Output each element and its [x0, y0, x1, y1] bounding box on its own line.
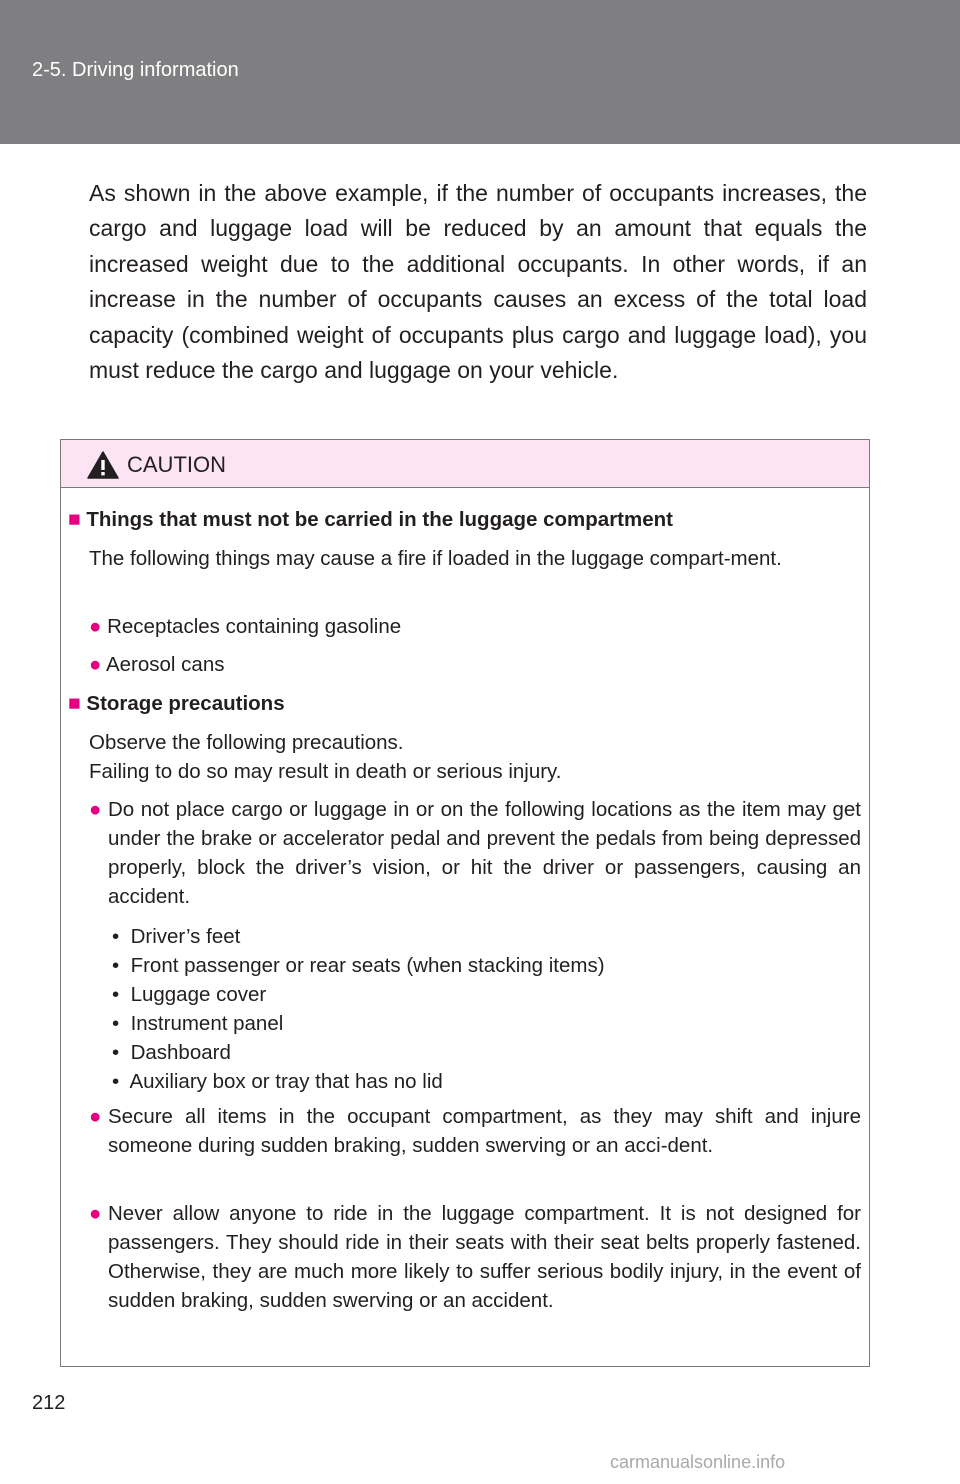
watermark: carmanualsonline.info	[610, 1452, 786, 1472]
list-item: Secure all items in the occupant compartment, as they may shift and injure someone during sudden braking, sudden swerving or an acci-dent.	[108, 1105, 861, 1157]
section-text: The following things may cause a fire if loaded in the luggage compart-ment.	[89, 547, 782, 570]
circle-bullet-icon: ●	[89, 653, 102, 676]
list-item: Do not place cargo or luggage in or on the following locations as the item may get under the brake or accelerator pedal and prevent the pedals from being depressed properly, block the driver’s vision, or hit the driver or passengers, causing an accident.	[108, 798, 861, 908]
section-title: 2-5. Driving information	[32, 59, 239, 81]
circle-bullet-icon: ●	[89, 615, 102, 638]
caution-header	[61, 440, 869, 488]
circle-bullet-icon: ●	[89, 1202, 102, 1225]
sub-list	[112, 922, 605, 1096]
sub-list-item: • Dashboard	[112, 1041, 231, 1064]
list-item: Never allow anyone to ride in the luggage compartment. It is not designed for passengers. They should ride in their seats with their seat belts properly fastened. Otherwise, they are much more likely to suffer serious bodily injury, in the event of sudden braking, sudden swerving or an accident.	[108, 1202, 861, 1312]
square-bullet-icon: ■	[68, 508, 81, 531]
sub-list-item: • Front passenger or rear seats (when stacking items)	[112, 954, 605, 977]
sub-list-item: • Instrument panel	[112, 1012, 284, 1035]
intro-paragraph: As shown in the above example, if the number of occupants increases, the cargo and luggage load will be reduced by an amount that equals the increased weight due to the additional occupants. In other words, if an increase in the number of occupants causes an excess of the total load capacity (combined weight of occupants plus cargo and luggage load), you must reduce the cargo and luggage on your vehicle.	[89, 180, 867, 384]
sub-list-item: • Auxiliary box or tray that has no lid	[112, 1070, 443, 1093]
section-text: Observe the following precautions.	[89, 731, 404, 754]
list-item: ● Aerosol cans	[89, 653, 225, 676]
square-bullet-icon: ■	[68, 692, 81, 715]
warning-icon	[87, 451, 119, 479]
sub-list-item: • Driver’s feet	[112, 925, 241, 948]
circle-bullet-icon: ●	[89, 1105, 102, 1128]
list-item: ● Receptacles containing gasoline	[89, 615, 402, 638]
section-text: Failing to do so may result in death or serious injury.	[89, 760, 562, 783]
section-heading-storage-precautions: ■ Storage precautions	[68, 692, 285, 715]
caution-title: CAUTION	[127, 452, 226, 477]
sub-list-item: • Luggage cover	[112, 983, 267, 1006]
page-header	[0, 0, 960, 144]
page-number: 212	[32, 1392, 66, 1414]
circle-bullet-icon: ●	[89, 798, 102, 821]
section-heading-things-not-carried: ■ Things that must not be carried in the luggage compartment	[68, 508, 673, 531]
